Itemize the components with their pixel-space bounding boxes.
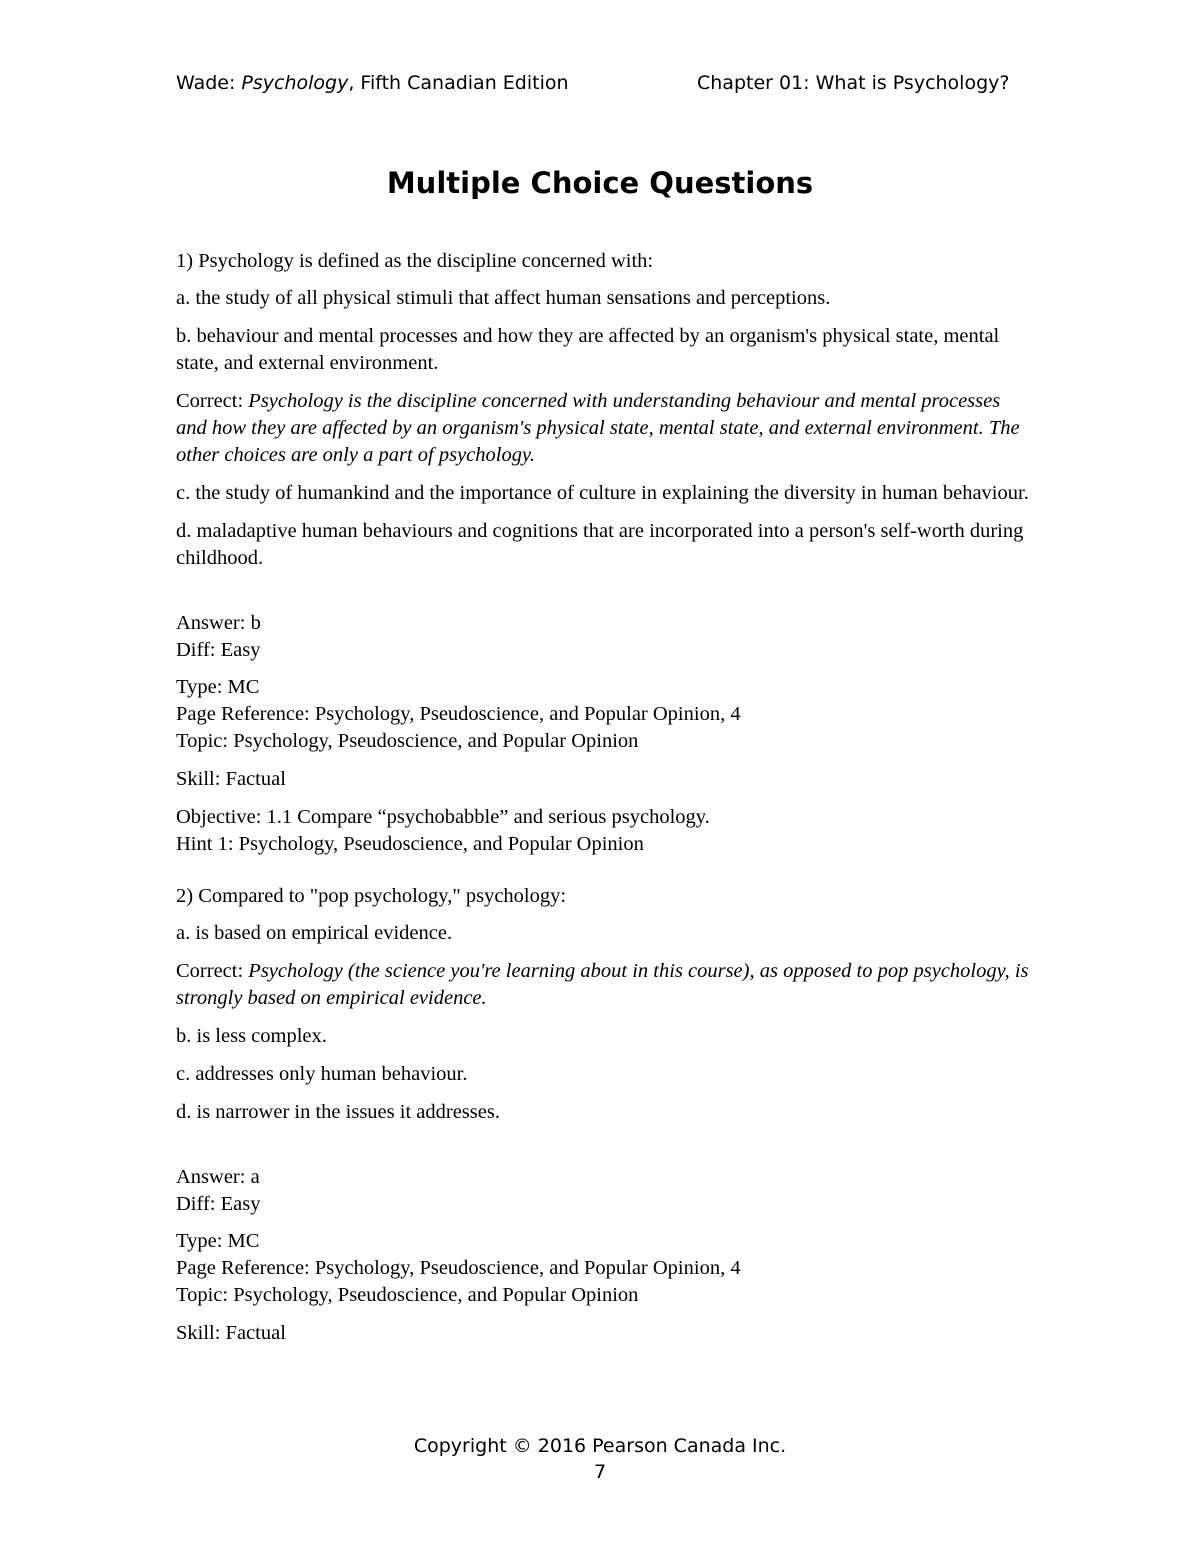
running-header-chapter: Chapter 01: What is Psychology?	[697, 72, 1010, 94]
page-reference-line: Page Reference: Psychology, Pseudoscience, and Popular Opinion, 4	[176, 1257, 741, 1279]
header-author: Wade:	[176, 72, 242, 94]
answer-line: Answer: a	[176, 1166, 260, 1188]
header-edition: , Fifth Canadian Edition	[348, 72, 569, 94]
option-b: b. is less complex.	[176, 1025, 327, 1047]
page-title: Multiple Choice Questions	[386, 166, 814, 200]
correct-label: Correct:	[176, 960, 249, 982]
page-reference-line: Page Reference: Psychology, Pseudoscience, and Popular Opinion, 4	[176, 703, 741, 725]
correct-feedback	[176, 388, 1036, 469]
question-stem: 2) Compared to "pop psychology," psychology:	[176, 885, 567, 907]
option-d: d. is narrower in the issues it addresses.	[176, 1101, 500, 1123]
question-stem: 1) Psychology is defined as the discipline concerned with:	[176, 250, 654, 272]
type-line: Type: MC	[176, 1230, 260, 1252]
topic-line: Topic: Psychology, Pseudoscience, and Popular Opinion	[176, 1284, 639, 1306]
option-b: b. behaviour and mental processes and how they are affected by an organism's physical state, mental state, and external environment.	[176, 325, 1000, 374]
answer-line: Answer: b	[176, 612, 261, 634]
correct-explanation: Psychology is the discipline concerned with understanding behaviour and mental processes and how they are affected by an organism's physical state, mental state, and external environment. The other choices are only a part of psychology.	[176, 390, 1020, 466]
header-book-title: Psychology	[241, 72, 349, 94]
option-c: c. addresses only human behaviour.	[176, 1063, 468, 1085]
correct-feedback	[176, 958, 1036, 1012]
difficulty-line: Diff: Easy	[176, 1193, 261, 1215]
running-header-left	[176, 70, 569, 96]
hint-line: Hint 1: Psychology, Pseudoscience, and Popular Opinion	[176, 833, 644, 855]
difficulty-line: Diff: Easy	[176, 639, 261, 661]
option-d: d. maladaptive human behaviours and cognitions that are incorporated into a person's self-worth during childhood.	[176, 520, 1024, 569]
objective-line: Objective: 1.1 Compare “psychobabble” and serious psychology.	[176, 806, 710, 828]
type-line: Type: MC	[176, 676, 260, 698]
skill-line: Skill: Factual	[176, 1322, 286, 1344]
correct-explanation: Psychology (the science you're learning about in this course), as opposed to pop psychology, is strongly based on empirical evidence.	[176, 960, 1029, 1009]
questions-body	[176, 248, 1036, 1347]
correct-label: Correct:	[176, 390, 249, 412]
option-c: c. the study of humankind and the importance of culture in explaining the diversity in human behaviour.	[176, 482, 1029, 504]
option-a: a. the study of all physical stimuli that affect human sensations and perceptions.	[176, 287, 831, 309]
topic-line: Topic: Psychology, Pseudoscience, and Popular Opinion	[176, 730, 639, 752]
option-a: a. is based on empirical evidence.	[176, 922, 453, 944]
copyright-footer: Copyright © 2016 Pearson Canada Inc.	[413, 1435, 787, 1457]
page-number: 7	[593, 1461, 607, 1483]
skill-line: Skill: Factual	[176, 768, 286, 790]
